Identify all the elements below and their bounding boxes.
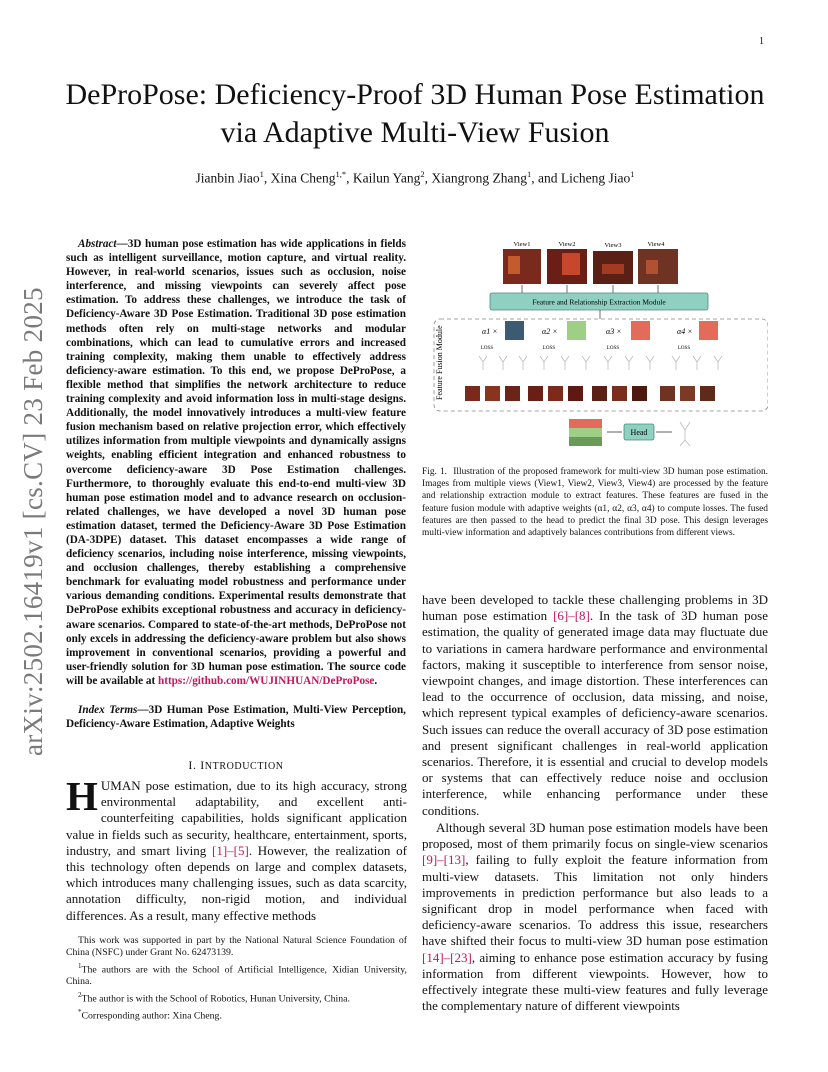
view-label: View1 [513, 241, 531, 248]
index-terms-label: Index Terms [78, 704, 138, 716]
footnote-affiliation-2: $^2$The author is with the School of Robotics, Hunan University, China. [78, 990, 350, 1005]
arrows [522, 285, 658, 293]
introduction-paragraph: HUMAN pose estimation, due to its high accuracy, strong environmental adaptability, and excellent anti-counterfeiting capabilities, holds significant application value in fields such as security, healthcare, entertainment, sports, industry, and smart living [1]–[5]. However, the realization of this technology often depends on large and complex datasets, which introduces many challenging issues, such as data scarcity, annotation difficulty, non-rigid motion, and individual differences. As a result, many effective methods [66, 773, 407, 923]
footnote-corresponding: *Corresponding author: Xina Cheng. [78, 1007, 222, 1021]
head-label: Head [630, 428, 648, 437]
author: Xiangrong Zhang [431, 170, 527, 186]
view-label: View4 [647, 241, 665, 248]
body-paragraph: have been developed to tackle these challenging problems in 3D human pose estimation [6]–[8]. In the task of 3D human pose estimation, the quality of generated image data may fluctuate due to variations in camera hardware performance and environmental factors, making it susceptible to interference from sensor noise, viewpoint changes, and image distortion. These interferences can lead to the occurrence of occlusion, data missing, and noise, which represent typical examples of deficiency-aware scenarios. Such issues can reduce the overall accuracy of 3D pose estimation and present significant challenges in real-world application scenarios. Therefore, it is essential and crucial to develop models or systems that can effectively reduce noise and occlusion interference, while enhancing performance under these conditions. [422, 592, 768, 818]
author-affiliation: 1,* [335, 169, 347, 179]
arxiv-identifier: arXiv:2502.16419v1 [cs.CV] 23 Feb 2025 [18, 287, 48, 756]
feature-block [505, 321, 524, 340]
citation-link[interactable]: [9]–[13] [422, 852, 466, 868]
drop-cap: H [66, 773, 98, 819]
fused-feature-stack [569, 419, 602, 446]
caption-label: Fig. 1. [422, 467, 448, 477]
citation-link[interactable]: [14]–[23] [422, 949, 472, 965]
loss-label: LOSS [480, 346, 494, 351]
loss-label: LOSS [606, 346, 620, 351]
caption-text: Illustration of the proposed framework for multi-view 3D human pose estimation. Images from multiple views (View1, View2, View3, View4) are processed by the feature and relationship extraction module to extract features. These features are fused in the feature fusion module with adaptive weights (α1, α2, α3, α4) to compute losses. The fused features are then passed to the head to predict the final 3D pose. This design leverages multi-view information and adaptively balances contributions from different views. [422, 467, 769, 539]
fusion-module-label: Feature Fusion Module [435, 325, 444, 400]
footnotes [66, 935, 407, 1022]
citation-link[interactable]: [1]–[5] [211, 842, 249, 858]
view-label: View3 [604, 242, 622, 249]
author-affiliation: 1 [527, 169, 532, 179]
index-terms-text: —3D Human Pose Estimation, Multi-View Perception, Deficiency-Aware Estimation, Adaptive Weights [66, 704, 406, 731]
abstract-label: Abstract [78, 238, 117, 250]
output-pose-icon [680, 422, 690, 446]
body-paragraph: Although several 3D human pose estimation models have been proposed, most of them primarily focus on single-view scenarios [9]–[13], failing to fully exploit the feature information from multi-view datasets. This limitation not only hinders improvements in prediction performance but also leads to a significant drop in model performance when faced with deficiency-aware scenarios. To address this issue, researchers have shifted their focus to multi-view 3D human pose estimation [14]–[23], aiming to enhance pose estimation accuracy by fusing information from different viewpoints. However, how to effectively integrate these multi-view features and fully leverage the complementary nature of different viewpoints [422, 820, 768, 1014]
author-list: Jianbin Jiao$^1$, Xina Cheng$^{1,*}$, Kailun Yang$^2$, Xiangrong Zhang$^1$, and Licheng Jiao$^1$ [195, 169, 635, 186]
citation-link[interactable]: [6]–[8] [553, 608, 590, 624]
pose-skeletons [479, 356, 722, 370]
author-affiliation: 1 [259, 169, 264, 179]
paper-title: DeProPose: Deficiency-Proof 3D Human Pose Estimation via Adaptive Multi-View Fusion [65, 78, 765, 149]
alpha-weight: α1 × [482, 327, 498, 336]
page-number: 1 [759, 36, 764, 47]
alpha-weight: α2 × [542, 327, 558, 336]
author: Xina Cheng [270, 170, 336, 186]
feature-block [699, 321, 718, 340]
abstract-text: —3D human pose estimation has wide applications in fields such as intelligent surveillance, motion capture, and virtual reality. However, in real-world scenarios, issues such as occlusion, noise interference, and missing viewpoints can severely affect pose estimation. To address these challenges, we introduce the task of Deficiency-Aware 3D Pose Estimation. Traditional 3D pose estimation methods often rely on multi-stage networks and modular combinations, which can lead to cumulative errors and increased training complexity, making them unable to effectively address deficiency-aware estimation. To this end, we propose DeProPose, a flexible method that simplifies the network architecture to reduce training complexity and avoid information loss in multi-stage designs. Additionally, the model innovatively introduces a multi-view feature fusion mechanism based on relative projection error, which effectively utilizes information from multiple viewpoints and dynamically assigns weights, enabling efficient integration and enhanced robustness to overcome deficiency-aware 3D Pose Estimation challenges. Furthermore, to thoroughly evaluate this end-to-end multi-view 3D human pose estimation model and to advance research on occlusion-related challenges, we have developed a novel 3D human pose estimation dataset, termed the Deficiency-Aware 3D Pose Estimation (DA-3DPE) dataset. This dataset encompasses a wide range of deficiency scenarios, including noise interference, missing viewpoints, and occlusion challenges, thereby establishing a comprehensive benchmark for evaluating model robustness and performance under various demanding conditions. Experimental results demonstrate that DeProPose exhibits exceptional robustness and accuracy in deficiency-aware scenarios. Compared to state-of-the-art methods, DeProPose not only excels in addressing the deficiency-aware problem but also shows improvement in conventional scenarios, providing a powerful and user-friendly solution for 3D human pose estimation. The source code will be available at [66, 238, 406, 687]
figure-caption [422, 466, 768, 539]
view-thumbnails [465, 386, 715, 401]
source-code-link[interactable]: https://github.com/WUJINHUAN/DeProPose [158, 674, 375, 687]
author: Kailun Yang [352, 170, 421, 186]
footnote-funding: This work was supported in part by the National Natural Science Foundation of China (NSFC) under Grant No. 62473139. [66, 935, 407, 959]
feature-block [631, 321, 650, 340]
loss-label: LOSS [677, 346, 691, 351]
section-heading: I. INTRODUCTION [188, 758, 284, 772]
feature-block [567, 321, 586, 340]
author: Licheng Jiao [560, 170, 631, 186]
author-affiliation: 2 [420, 169, 425, 179]
abstract: Abstract—3D human pose estimation has wide applications in fields such as intelligent surveillance, motion capture, and virtual reality. However, in real-world scenarios, issues such as occlusion, noise interference, and missing viewpoints can severely affect pose estimation. To address these challenges, we introduce the task of Deficiency-Aware 3D Pose Estimation. Traditional 3D pose estimation methods often rely on multi-stage networks and modular combinations, which can lead to cumulative errors and increased training complexity, making them unable to effectively address deficiency-aware estimation. To this end, we propose DeProPose, a flexible method that simplifies the network architecture to reduce training complexity and avoid information loss in multi-stage designs. Additionally, the model innovatively introduces a multi-view feature fusion mechanism based on relative projection error, which effectively utilizes information from multiple viewpoints and dynamically assigns weights, enabling efficient integration and enhanced robustness to overcome deficiency-aware 3D Pose Estimation challenges. Furthermore, to thoroughly evaluate this end-to-end multi-view 3D human pose estimation model and to advance research on occlusion-related challenges, we have developed a novel 3D human pose estimation dataset, termed the Deficiency-Aware 3D Pose Estimation (DA-3DPE) dataset. This dataset encompasses a wide range of deficiency scenarios, including noise interference, missing viewpoints, and occlusion challenges, thereby establishing a comprehensive benchmark for evaluating model robustness and performance under various demanding conditions. Experimental results demonstrate that DeProPose exhibits exceptional robustness and accuracy in deficiency-aware scenarios. Compared to state-of-the-art methods, DeProPose not only excels in addressing the deficiency-aware problem but also shows improvement in conventional scenarios, providing a powerful and user-friendly solution for 3D human pose estimation. The source code will be available at https://github.com/WUJINHUAN/DeProPose. [66, 238, 406, 687]
author-affiliation: 1 [630, 169, 635, 179]
loss-label: LOSS [542, 346, 556, 351]
index-terms [66, 703, 406, 731]
view-label: View2 [558, 241, 576, 248]
alpha-weight: α4 × [677, 327, 693, 336]
framework-figure [424, 236, 768, 456]
extraction-module-label: Feature and Relationship Extraction Module [532, 297, 666, 307]
view-images [503, 249, 678, 284]
footnote-affiliation-1: $^1$The authors are with the School of Artificial Intelligence, Xidian University, China. [66, 961, 407, 988]
alpha-weight: α3 × [606, 327, 622, 336]
author: Jianbin Jiao [195, 170, 260, 186]
